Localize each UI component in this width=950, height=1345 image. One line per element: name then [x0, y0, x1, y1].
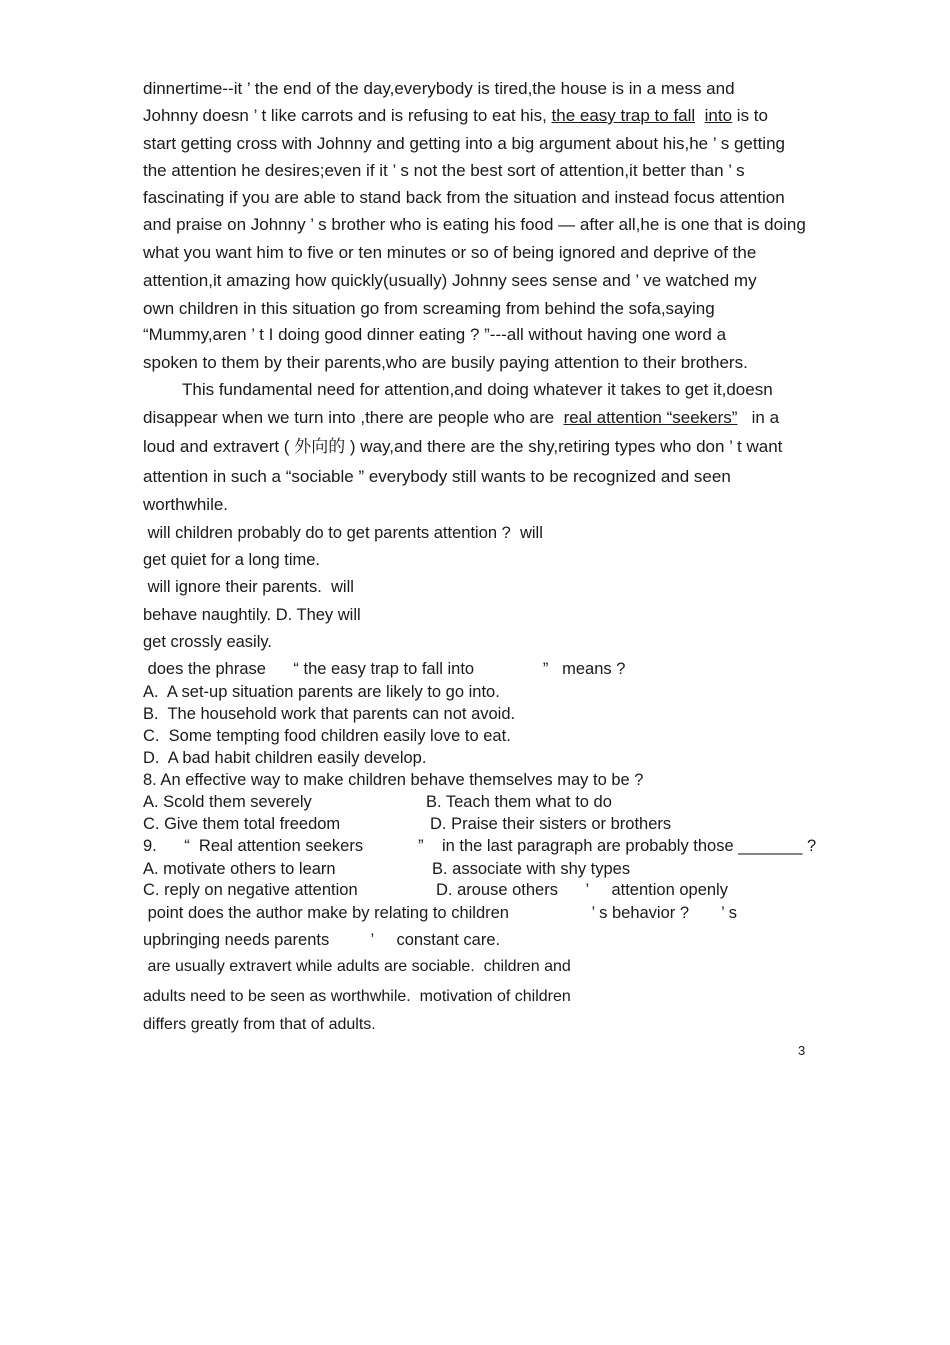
passage-line: own children in this situation go from screaming from behind the sofa,saying: [143, 299, 715, 318]
passage-line: attention in such a “sociable ” everybody still wants to be recognized and seen: [143, 467, 731, 486]
passage-line: disappear when we turn into ,there are people who are real attention “seekers” in a: [143, 408, 780, 427]
question-line: will ignore their parents. will: [143, 578, 354, 596]
underlined-phrase: real attention “seekers”: [563, 408, 738, 427]
answer-option: adults need to be seen as worthwhile. motivation of children: [143, 988, 571, 1005]
question-line: 8. An effective way to make children behave themselves may to be ?: [143, 771, 644, 789]
passage-line: dinnertime--it ’ the end of the day,everybody is tired,the house is in a mess and: [143, 79, 735, 98]
passage-line: and praise on Johnny ’ s brother who is eating his food — after all,he is one that is doing: [143, 215, 806, 234]
passage-line: start getting cross with Johnny and getting into a big argument about his,he ’ s getting: [143, 134, 785, 153]
underlined-phrase: the easy trap to fall: [551, 106, 696, 125]
answer-option: upbringing needs parents ’ constant care.: [143, 931, 501, 949]
answer-option: A. Scold them severely: [143, 793, 312, 811]
question-line: 9. “ Real attention seekers ” in the last paragraph are probably those _______ ?: [143, 837, 817, 855]
answer-option: are usually extravert while adults are sociable. children and: [143, 958, 571, 975]
passage-line: worthwhile.: [143, 495, 229, 514]
answer-option: C. Some tempting food children easily love to eat.: [143, 727, 511, 745]
passage-line: fascinating if you are able to stand back from the situation and instead focus attention: [143, 188, 785, 207]
passage-line: This fundamental need for attention,and doing whatever it takes to get it,doesn: [182, 380, 773, 399]
question-line: does the phrase “ the easy trap to fall into ” means ?: [143, 660, 626, 678]
answer-option: differs greatly from that of adults.: [143, 1016, 376, 1033]
question-line: point does the author make by relating to children ’ s behavior ? ’ s: [143, 904, 737, 922]
answer-option: D. arouse others ’ attention openly: [436, 881, 728, 899]
passage-line: loud and extravert ( 外向的 ) way,and there are the shy,retiring types who don ’ t want: [143, 437, 783, 456]
passage-line: the attention he desires;even if it ’ s not the best sort of attention,it better than ’ s: [143, 161, 745, 180]
answer-option: A. motivate others to learn: [143, 860, 336, 878]
answer-option: B. associate with shy types: [432, 860, 631, 878]
passage-line: attention,it amazing how quickly(usually) Johnny sees sense and ’ ve watched my: [143, 271, 757, 290]
answer-option: B. Teach them what to do: [426, 793, 612, 811]
answer-option: D. Praise their sisters or brothers: [430, 815, 672, 833]
answer-option: D. A bad habit children easily develop.: [143, 749, 427, 767]
question-line: will children probably do to get parents attention ? will: [143, 524, 543, 542]
passage-line: “Mummy,aren ’ t I doing good dinner eating ? ”---all without having one word a: [143, 325, 727, 344]
answer-option: B. The household work that parents can not avoid.: [143, 705, 516, 723]
passage-line: Johnny doesn ’ t like carrots and is refusing to eat his, the easy trap to fall into is to: [143, 106, 768, 125]
answer-option: C. Give them total freedom: [143, 815, 341, 833]
answer-option: C. reply on negative attention: [143, 881, 358, 899]
passage-line: spoken to them by their parents,who are busily paying attention to their brothers.: [143, 353, 748, 372]
page-number: 3: [798, 1043, 806, 1058]
question-line: behave naughtily. D. They will: [143, 606, 361, 624]
underlined-word: into: [704, 106, 733, 125]
answer-option: A. A set-up situation parents are likely to go into.: [143, 683, 500, 701]
question-line: get crossly easily.: [143, 633, 272, 651]
question-line: get quiet for a long time.: [143, 551, 321, 569]
passage-line: what you want him to five or ten minutes or so of being ignored and deprive of the: [143, 243, 757, 262]
